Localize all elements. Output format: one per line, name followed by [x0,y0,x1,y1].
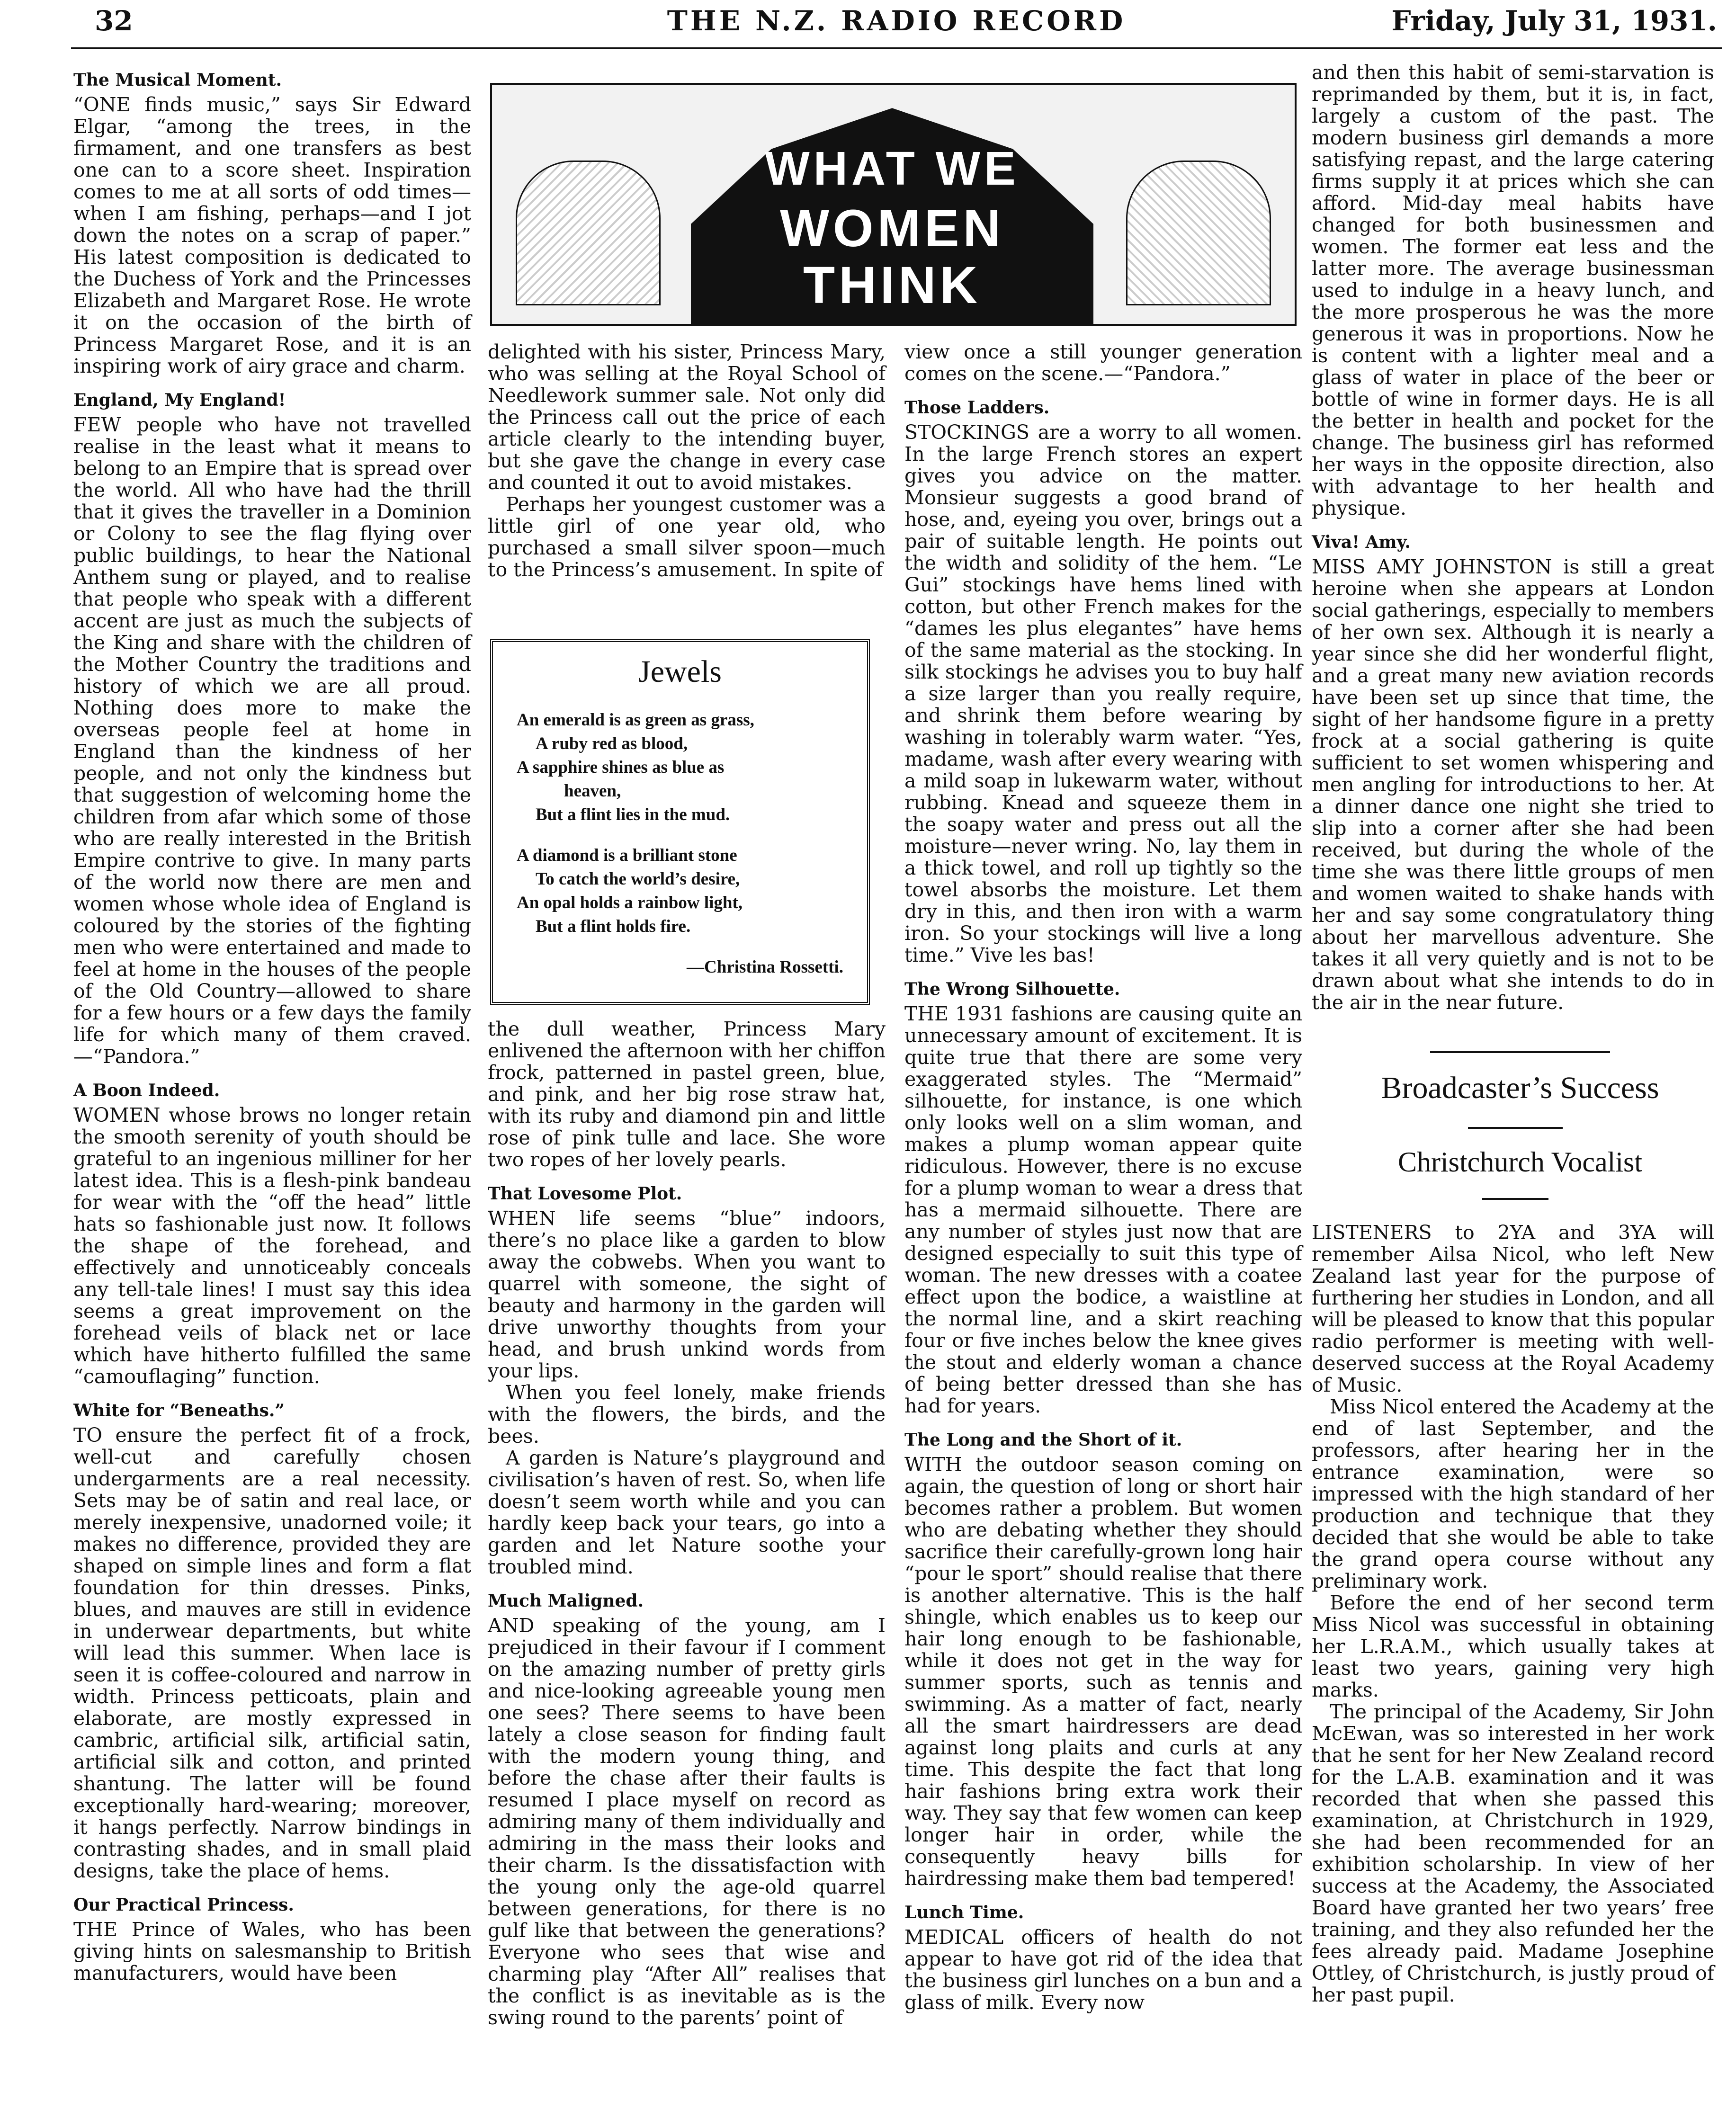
column-1 [73,57,471,1984]
para-lunch-time: MEDICAL officers of health do not appear to have got rid of the idea that the business girl lunches on a bun and a glass of milk. Every now [904,1926,1302,2014]
para-youngest-customer: Perhaps her youngest customer was a little girl of one year old, who purchased a small silver spoon—much to the Princess’s amusement. In spite of [488,493,886,581]
heading-wrong-silhouette: The Wrong Silhouette. [904,979,1120,999]
heading-long-and-short: The Long and the Short of it. [904,1430,1182,1450]
divider-rule [1468,1127,1563,1129]
para-boon-indeed: WOMEN whose brows no longer retain the smooth serenity of youth should be grateful to an ingenious milliner for her latest idea. This is a flesh-pink bandeau for wear with the “off the head” little hats so fashionable just now. It follows the shape of the forehead, and effectively and unnoticeably conceals any tell-tale lines! I must say this idea seems a great improvement on the forehead veils of black net or lace which have hitherto fulfilled the same “camouflaging” function. [73,1104,471,1388]
para-england: FEW people who have not travelled realise in the least what it means to belong to an Empire that is spread over the world. All who have had the thrill that it gives the traveller in a Dominion or Colony to see the flag flying over public buildings, to hear the National Anthem sung or played, and to realise that people who speak with a different accent are just as much the subjects of the King and share with the children of the Mother Country the traditions and history of which we are all proud. Nothing does more to make the overseas people feel at home in England than the kindness of her people, and not only the kindness but that suggestion of welcoming home the children from afar which some of those who are really interested in the British Empire contrive to give. In many parts of the world now there are men and women whose whole idea of England is coloured by the stories of the fighting men who were entertained and made to feel at home in the houses of the people of the Old Country—allowed to share for a few hours or a few days the family life for which many of them craved.—“Pandora.” [73,413,471,1068]
para-musical-moment: “ONE finds music,” says Sir Edward Elgar, “among the trees, in the firmament, and one transfers as best one can to a score sheet. Inspiration comes to me at all sorts of odd times—when I am fishing, perhaps—and I jot down the notes on a scrap of paper.” His latest composition is dedicated to the Duchess of York and the Princesses Elizabeth and Margaret Rose. He wrote it on the occasion of the birth of Princess Margaret Rose, and it is an inspiring work of airy grace and charm. [73,93,471,377]
banner-illustration-right [1126,161,1271,305]
heading-much-maligned: Much Maligned. [488,1591,644,1611]
banner-line-1: WHAT WE [765,142,1020,195]
column-2-top [488,341,886,581]
banner-line-3: THINK [803,256,982,314]
poem-line: An emerald is as green as grass, [517,710,754,730]
heading-england: England, My England! [73,390,286,410]
para-playground: A garden is Nature’s playground and civilisation’s haven of rest. So, when life doesn’t seem worth while and you can hardly keep back your tears, go into a garden and let Nature soothe your troubled mind. [488,1447,886,1578]
para-dull-weather: the dull weather, Princess Mary enlivened the afternoon with her chiffon frock, patterned in pastel green, blue, and pink, and her big rose straw hat, with its ruby and diamond pin and little rose of pink tulle and lace. She wore two ropes of her lovely pearls. [488,1018,886,1171]
header-rule [71,47,1722,49]
heading-musical-moment: The Musical Moment. [73,70,282,90]
page-header [71,5,1722,47]
para-wrong-silhouette: THE 1931 fashions are causing quite an unnecessary amount of excitement. It is quite true that there are some very exaggerated styles. The “Mermaid” silhouette, for instance, is one which only looks well on a slim woman, and makes a plump woman appear quite ridiculous. However, there is no excuse for a plump woman to wear a dress that has a mermaid silhouette. There are any number of styles just now that are designed especially to suit this type of woman. The new dresses with a coatee effect upon the bodice, a waistline at the normal line, and a skirt reaching four or five inches below the knee gives the stout and elderly woman a chance of being better dressed than she has had for years. [904,1002,1302,1417]
para-principal: The principal of the Academy, Sir John McEwan, was so interested in her work that he sent for her New Zealand record for the L.A.B. examination and it was recorded that when she passed this examination, at Christchurch in 1929, she had been recommended for an exhibition scholarship. In view of her success at the Academy, the Associated Board have granted her two years’ free training, and they also refunded her the fees already paid. Madame Josephine Ottley, of Christchurch, is justly proud of her past pupil. [1312,1700,1714,2006]
page-number: 32 [95,5,133,37]
poem-line: A sapphire shines as blue as [517,758,725,777]
para-much-maligned: AND speaking of the young, am I prejudiced in their favour if I comment on the amazing number of pretty girls and nice-looking agreeable young men one sees? There seems to have been lately a close season for finding fault with the modern young thing, and before the chase after their faults is resumed I place myself on record as admiring many of them individually and admiring in the mass their looks and their charm. Is the dissatisfaction with the young only the age-old quarrel between generations, for there is no gulf like that between the generations? Everyone who sees that wise and charming play “After All” realises that the conflict is as inevitable as is the swing round to the parents’ point of [488,1614,886,2029]
para-lovesome-plot: WHEN life seems “blue” indoors, there’s no place like a garden to blow away the cobwebs. When you want to quarrel with someone, the sight of beauty and harmony in the garden will drive unworthy thoughts from your head, and brush unkind words from your lips. [488,1207,886,1382]
para-viva-amy: MISS AMY JOHNSTON is still a great heroine when she appears at London social gatherings, especially to members of her own sex. Although it is nearly a year since she did her wonderful flight, and a great many new aviation records have been set up since that time, the sight of her handsome figure in a pretty frock at a social gathering is quite sufficient to set women whispering and men angling for introductions to her. At a dinner dance one night she tried to slip into a corner after she had been received, but during the whole of the time she was there little groups of men and women waited to shake hands with her and say some congratulatory thing about her marvellous adventure. She takes it all very quietly and is not to be drawn about what she intends to do in the air in the near future. [1312,555,1714,1014]
subhead-christchurch-vocalist: Christchurch Vocalist [1397,1146,1643,1178]
jewels-poem-box [490,639,870,1005]
headline-broadcasters-success: Broadcaster’s Success [1381,1071,1659,1105]
heading-lovesome-plot: That Lovesome Plot. [488,1184,682,1204]
poem-line: But a flint holds fire. [536,917,691,936]
column-4-bottom [1312,1222,1714,2006]
divider-rule [1430,1051,1610,1053]
para-academy: Miss Nicol entered the Academy at the end of last September, and the professors, after hearing her in the entrance examination, were so impressed with the high standard of her production and technique that they decided that she would be able to take the grand opera course without any preliminary work. [1312,1395,1714,1592]
poem-author: —Christina Rossetti. [687,957,843,977]
banner-illustration-left [516,161,661,305]
para-pandora: view once a still younger generation comes on the scene.—“Pandora.” [904,340,1302,385]
heading-those-ladders: Those Ladders. [904,398,1050,418]
para-practical-princess: THE Prince of Wales, who has been giving hints on salesmanship to British manufacturers, would have been [73,1918,471,1984]
poem-line: A ruby red as blood, [536,734,688,753]
divider-rule [1482,1198,1548,1200]
poem-title: Jewels [638,654,722,689]
para-lonely: When you feel lonely, make friends with the flowers, the birds, and the bees. [488,1381,886,1448]
column-4-top [1312,62,1714,1013]
masthead: THE N.Z. RADIO RECORD [667,5,1126,37]
para-those-ladders: STOCKINGS are a worry to all women. In the large French stores an expert gives you advice on the matter. Monsieur suggests a good brand of hose, and, eyeing you over, brings out a pair of suitable length. He points out the width and solidity of the hem. “Le Gui” stockings have hems lined with cotton, but other French makes for the “dames les plus elegantes” have hems of the same material as the stocking. In silk stockings he advises you to buy half a size larger than you really require, and shrink them before wearing by washing in tolerably warm water. “Yes, madame, wash after every wearing with a mild soap in lukewarm water, without rubbing. Knead and squeeze them in the soapy water and press out all the moisture—never wring. No, lay them in a thick towel, and roll up tightly so the towel absorbs the moisture. Let them dry in this, and then iron with a warm iron. So your stockings will live a long time.” Vive les bas! [904,421,1302,966]
poem-body [517,708,848,979]
heading-lunch-time: Lunch Time. [904,1903,1024,1922]
column-3 [904,341,1302,2013]
poem-line: A diamond is a brilliant stone [517,846,737,865]
para-semi-starvation: and then this habit of semi-starvation is reprimanded by them, but it is, in fact, largely a custom of the past. The modern business girl demands a more satisfying repast, and the large catering firms supply it at prices which she can afford. Mid-day meal habits have changed for both businessmen and women. The former eat less and the latter more. The average businessman used to indulge in a heavy lunch, and the more prosperous he was the more generous it was in proportions. Now he is content with a lighter meal and a glass of water in place of the beer or bottle of wine in former days. He is all the better in health and pocket for the change. The business girl has reformed her ways in the opposite direction, also with advantage to her health and physique. [1312,61,1714,519]
issue-date: Friday, July 31, 1931. [1391,5,1717,37]
heading-boon-indeed: A Boon Indeed. [73,1081,220,1100]
heading-practical-princess: Our Practical Princess. [73,1895,294,1915]
banner-line-2: WOMEN [780,199,1004,258]
what-we-women-think-banner [490,83,1297,326]
para-lram: Before the end of her second term Miss Nicol was successful in obtaining her L.R.A.M., which usually takes at least two years, gaining very high marks. [1312,1591,1714,1701]
para-white-beneaths: TO ensure the perfect fit of a frock, well-cut and carefully chosen undergarments are a real necessity. Sets may be of satin and real lace, or merely inexpensive, unadorned voile; it makes no difference, provided they are shaped on simple lines and form a flat foundation for thin dresses. Pinks, blues, and mauves are still in evidence in underwear departments, but white will lead this summer. When lace is seen it is coffee-coloured and narrow in width. Princess petticoats, plain and elaborate, are mostly expressed in cambric, artificial silk, artificial satin, artificial silk and cotton, and printed shantung. The latter will be found exceptionally hard-wearing; moreover, it hangs perfectly. Narrow bindings in contrasting shades, and in small plaid designs, take the place of hems. [73,1424,471,1882]
para-listeners: LISTENERS to 2YA and 3YA will remember Ailsa Nicol, who left New Zealand last year for the purpose of furthering her studies in London, and all will be pleased to know that this popular radio performer is meeting with well-deserved success at the Royal Academy of Music. [1312,1221,1714,1396]
para-princess-mary: delighted with his sister, Princess Mary, who was selling at the Royal School of Needlework summer sale. Not only did the Princess call out the price of each article clearly to the intending buyer, but she gave the change in every case and counted it out to avoid mistakes. [488,340,886,494]
poem-line: heaven, [564,781,621,801]
poem-line: But a flint lies in the mud. [536,805,730,824]
para-long-and-short: WITH the outdoor season coming on again, the question of long or short hair becomes rather a problem. But women who are debating whether they should sacrifice their carefully-grown long hair “pour le sport” should realise that there is another alternative. This is the half shingle, which enables us to keep our hair long enough to be fashionable, while it does not get in the way for summer sports, such as tennis and swimming. As a matter of fact, nearly all the smart hairdressers are dead against long plaits and curls at any time. This despite the fact that long hair fashions bring extra work their way. They say that few women can keep longer hair in order, while the consequently heavy bills for hairdressing make them bad tempered! [904,1453,1302,1890]
heading-viva-amy: Viva! Amy. [1312,532,1411,552]
column-2-bottom [488,1018,886,2029]
poem-line: An opal holds a rainbow light, [517,893,743,912]
poem-line: To catch the world’s desire, [536,869,740,889]
heading-white-beneaths: White for “Beneaths.” [73,1401,285,1421]
